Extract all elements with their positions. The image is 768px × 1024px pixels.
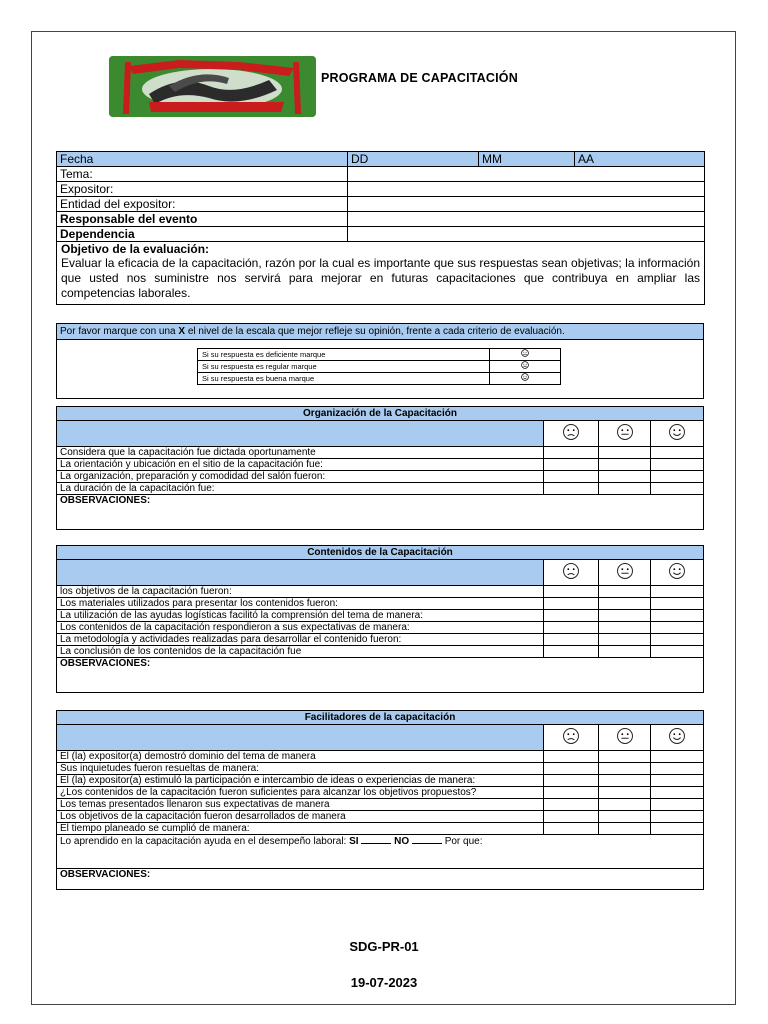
rating-cell-regular[interactable]: [598, 811, 651, 823]
rating-cell-deficiente[interactable]: [544, 598, 599, 610]
responsable-label: Responsable del evento: [57, 212, 348, 227]
rating-cell-deficiente[interactable]: [544, 459, 599, 471]
table-row: [57, 471, 704, 483]
neutral-face-icon: [598, 421, 651, 447]
section-title: Contenidos de la Capacitación: [57, 546, 704, 560]
rating-cell-deficiente[interactable]: [544, 823, 599, 835]
expositor-label: Expositor:: [57, 182, 348, 197]
rating-cell-buena[interactable]: [651, 775, 704, 787]
question-text: Los temas presentados llenaron sus expectativas de manera: [57, 799, 544, 811]
table-row: [57, 598, 704, 610]
rating-cell-regular[interactable]: [598, 775, 651, 787]
rating-cell-regular[interactable]: [598, 823, 651, 835]
rating-cell-deficiente[interactable]: [544, 586, 599, 598]
rating-cell-deficiente[interactable]: [544, 787, 599, 799]
table-row: [57, 787, 704, 799]
question-text: Los materiales utilizados para presentar los contenidos fueron:: [57, 598, 544, 610]
rating-cell-regular[interactable]: [598, 483, 651, 495]
rating-cell-regular[interactable]: [598, 586, 651, 598]
rating-cell-buena[interactable]: [651, 598, 704, 610]
rating-cell-buena[interactable]: [651, 586, 704, 598]
rating-cell-deficiente[interactable]: [544, 634, 599, 646]
question-text: La organización, preparación y comodidad del salón fueron:: [57, 471, 544, 483]
si-blank[interactable]: [361, 835, 391, 844]
happy-face-icon: [651, 725, 704, 751]
question-text: Sus inquietudes fueron resueltas de manera:: [57, 763, 544, 775]
question-text: La metodología y actividades realizadas para desarrollar el contenido fueron:: [57, 634, 544, 646]
question-text: La utilización de las ayudas logísticas facilitó la comprensión del tema de manera:: [57, 610, 544, 622]
entidad-label: Entidad del expositor:: [57, 197, 348, 212]
table-row: [57, 751, 704, 763]
rating-cell-regular[interactable]: [598, 447, 651, 459]
section-organizacion: [56, 406, 704, 530]
rating-cell-buena[interactable]: [651, 763, 704, 775]
no-blank[interactable]: [412, 835, 442, 844]
section-header-blank: [57, 560, 544, 586]
rating-cell-regular[interactable]: [598, 799, 651, 811]
rating-cell-deficiente[interactable]: [544, 799, 599, 811]
aprendizaje-question: [57, 835, 704, 869]
no-label: NO: [394, 836, 410, 847]
table-row: [57, 459, 704, 471]
table-row: [57, 823, 704, 835]
rating-cell-buena[interactable]: [651, 799, 704, 811]
section-facilitadores: [56, 710, 704, 890]
section-title: Organización de la Capacitación: [57, 407, 704, 421]
table-row: [57, 622, 704, 634]
rating-cell-regular[interactable]: [598, 634, 651, 646]
table-row: [57, 763, 704, 775]
company-logo: [109, 56, 316, 117]
rating-cell-regular[interactable]: [598, 751, 651, 763]
entidad-field[interactable]: [348, 197, 705, 212]
scale-row: [198, 361, 561, 373]
rating-cell-regular[interactable]: [598, 598, 651, 610]
table-row: [57, 586, 704, 598]
responsable-field[interactable]: [348, 212, 705, 227]
rating-cell-regular[interactable]: [598, 471, 651, 483]
scale-label: Si su respuesta es deficiente marque: [198, 349, 490, 361]
rating-cell-buena[interactable]: [651, 447, 704, 459]
table-row: [57, 799, 704, 811]
scale-label: Si su respuesta es buena marque: [198, 373, 490, 385]
rating-cell-regular[interactable]: [598, 763, 651, 775]
rating-cell-buena[interactable]: [651, 459, 704, 471]
rating-cell-deficiente[interactable]: [544, 751, 599, 763]
document-date: 19-07-2023: [350, 975, 418, 990]
question-text: ¿Los contenidos de la capacitación fueron suficientes para alcanzar los objetivos propuestos?: [57, 787, 544, 799]
neutral-face-icon: [598, 560, 651, 586]
scale-legend: [197, 348, 561, 385]
rating-cell-regular[interactable]: [598, 646, 651, 658]
rating-cell-deficiente[interactable]: [544, 471, 599, 483]
rating-cell-regular[interactable]: [598, 622, 651, 634]
question-text: El (la) expositor(a) demostró dominio del tema de manera: [57, 751, 544, 763]
objetivo-title: Objetivo de la evaluación:: [61, 242, 210, 256]
section-contenidos: [56, 545, 704, 693]
question-text: La duración de la capacitación fue:: [57, 483, 544, 495]
day-field[interactable]: DD: [348, 152, 479, 167]
expositor-field[interactable]: [348, 182, 705, 197]
rating-cell-deficiente[interactable]: [544, 811, 599, 823]
instructions-mark: X: [178, 326, 186, 337]
question-text: Los contenidos de la capacitación respondieron a sus expectativas de manera:: [57, 622, 544, 634]
question-text: El (la) expositor(a) estimuló la participación e intercambio de ideas o experiencias de manera:: [57, 775, 544, 787]
aprendizaje-text: Lo aprendido en la capacitación ayuda en el desempeño laboral:: [60, 836, 347, 847]
rating-cell-buena[interactable]: [651, 471, 704, 483]
rating-cell-buena[interactable]: [651, 483, 704, 495]
table-row: [57, 646, 704, 658]
scale-row: [198, 349, 561, 361]
rating-cell-buena[interactable]: [651, 622, 704, 634]
question-text: los objetivos de la capacitación fueron:: [57, 586, 544, 598]
rating-cell-buena[interactable]: [651, 751, 704, 763]
instructions-bar: [57, 324, 703, 340]
section-header-blank: [57, 725, 544, 751]
question-text: Los objetivos de la capacitación fueron desarrollados de manera: [57, 811, 544, 823]
dependencia-field[interactable]: [348, 227, 705, 242]
dependencia-label: Dependencia: [57, 227, 348, 242]
objetivo-text: Evaluar la eficacia de la capacitación, razón por la cual es importante que sus respuestas sean objetivas; la información que usted nos suministre nos servirá para mejorar en futuras capacitaciones que contribuya en ampliar las competencias laborales.: [61, 256, 700, 300]
table-row: [57, 634, 704, 646]
rating-cell-deficiente[interactable]: [544, 622, 599, 634]
sad-face-icon: [490, 349, 561, 361]
rating-cell-buena[interactable]: [651, 787, 704, 799]
tema-field[interactable]: [348, 167, 705, 182]
sad-face-icon: [544, 421, 599, 447]
rating-cell-deficiente[interactable]: [544, 610, 599, 622]
table-row: [57, 811, 704, 823]
question-text: Considera que la capacitación fue dictada oportunamente: [57, 447, 544, 459]
instructions-box: [56, 323, 704, 399]
happy-face-icon: [651, 560, 704, 586]
section-header-blank: [57, 421, 544, 447]
scale-label: Si su respuesta es regular marque: [198, 361, 490, 373]
rating-cell-buena[interactable]: [651, 610, 704, 622]
rating-cell-deficiente[interactable]: [544, 483, 599, 495]
rating-cell-deficiente[interactable]: [544, 775, 599, 787]
sad-face-icon: [544, 725, 599, 751]
question-text: El tiempo planeado se cumplió de manera:: [57, 823, 544, 835]
rating-cell-deficiente[interactable]: [544, 646, 599, 658]
neutral-face-icon: [490, 361, 561, 373]
rating-cell-buena[interactable]: [651, 634, 704, 646]
rating-cell-buena[interactable]: [651, 811, 704, 823]
rating-cell-regular[interactable]: [598, 459, 651, 471]
year-field[interactable]: AA: [575, 152, 705, 167]
instructions-text-before: Por favor marque con una: [60, 326, 179, 337]
fecha-label: Fecha: [57, 152, 348, 167]
table-row: [57, 610, 704, 622]
rating-cell-regular[interactable]: [598, 610, 651, 622]
scale-row: [198, 373, 561, 385]
section-title: Facilitadores de la capacitación: [57, 711, 704, 725]
table-row: [57, 775, 704, 787]
event-info-table: [56, 151, 705, 305]
observaciones-field[interactable]: OBSERVACIONES:: [57, 658, 704, 693]
neutral-face-icon: [598, 725, 651, 751]
rating-cell-deficiente[interactable]: [544, 447, 599, 459]
question-text: La conclusión de los contenidos de la capacitación fue: [57, 646, 544, 658]
month-field[interactable]: MM: [479, 152, 575, 167]
instructions-text-after: el nivel de la escala que mejor refleje su opinión, frente a cada criterio de evaluación.: [185, 326, 565, 337]
si-label: SI: [349, 836, 359, 847]
rating-cell-buena[interactable]: [651, 646, 704, 658]
observaciones-field[interactable]: OBSERVACIONES:: [57, 495, 704, 530]
table-row: [57, 483, 704, 495]
table-row: [57, 447, 704, 459]
question-text: La orientación y ubicación en el sitio de la capacitación fue:: [57, 459, 544, 471]
objetivo-cell: [57, 242, 705, 305]
document-title: PROGRAMA DE CAPACITACIÓN: [321, 71, 518, 85]
document-code: SDG-PR-01: [349, 939, 419, 954]
rating-cell-deficiente[interactable]: [544, 763, 599, 775]
happy-face-icon: [490, 373, 561, 385]
porque-label: Por que:: [444, 836, 483, 847]
rating-cell-buena[interactable]: [651, 823, 704, 835]
sad-face-icon: [544, 560, 599, 586]
rating-cell-regular[interactable]: [598, 787, 651, 799]
happy-face-icon: [651, 421, 704, 447]
observaciones-field[interactable]: OBSERVACIONES:: [57, 869, 704, 890]
tema-label: Tema:: [57, 167, 348, 182]
